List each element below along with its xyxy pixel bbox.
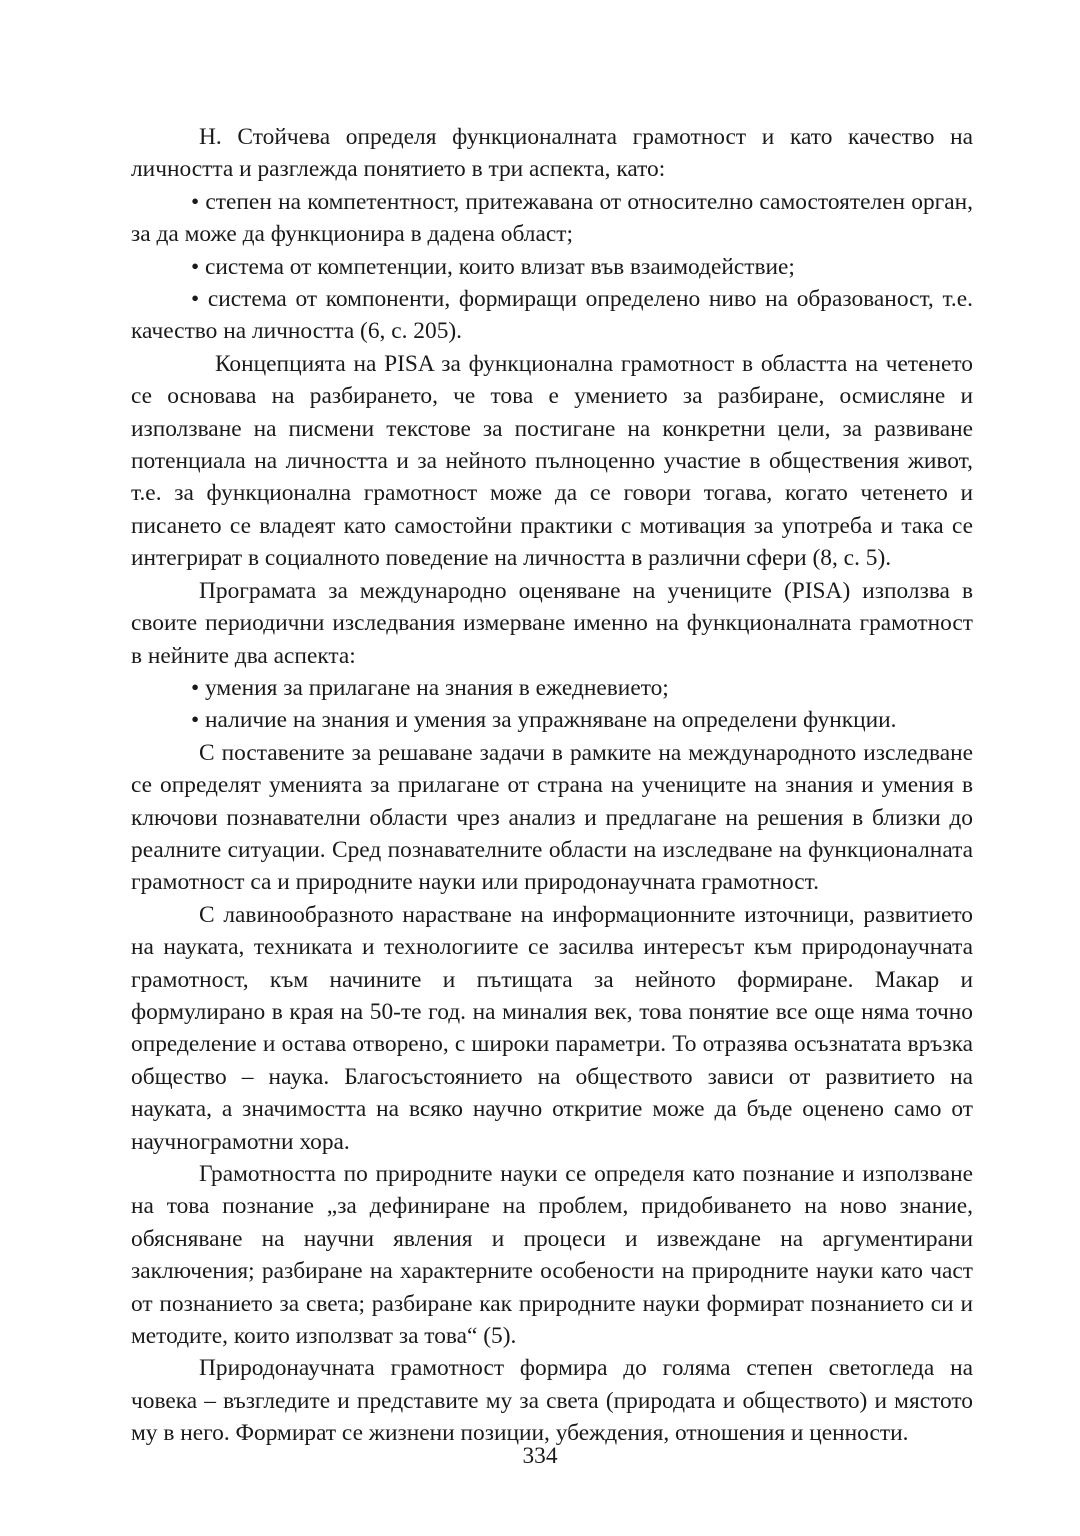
paragraph: Концепцията на PISA за функционална грамотност в областта на четенето се основава на разбирането, че това е умението за разбиране, осмисляне и използване на писмени текстове за постигане на конкретни цели, за развиване потенциала на личността и за нейното пълноценно участие в обществения живот, т.е. за функционална грамотност може да се говори тогава, когато четенето и писането се владеят като самостойни практики с мотивация за употреба и така се интегрират в социалното поведение на личността в различни сфери (8, с. 5). <box>131 350 973 572</box>
paragraph: Грамотността по природните науки се определя като познание и използване на това познание „за дефиниране на проблем, придобиването на ново знание, обясняване на научни явления и процеси и извеждане на аргументирани заключения; разбиране на характерните особености на природните науки като част от познанието за света; разбиране как природните науки формират познанието си и методите, които използват за това“ (5). <box>131 1161 973 1350</box>
paragraph: С поставените за решаване задачи в рамките на международното изследване се определят уменията за прилагане от страна на учениците на знания и умения в ключови познавателни области чрез анализ и предлагане на решения в близки до реалните ситуации. Сред познавателните области на изследване на функционалната грамотност са и природните науки или природонаучната грамотност. <box>131 739 973 896</box>
paragraph: Н. Стойчева определя функционалната грамотност и като качество на личността и разглежда понятието в три аспекта, като: <box>131 124 973 183</box>
bullet-item: • наличие на знания и умения за упражняване на определени функции. <box>191 707 897 734</box>
page-number: 334 <box>522 1443 558 1469</box>
paragraph: Програмата за международно оценяване на учениците (PISA) използва в своите периодични изследвания измерване именно на функционалната грамотност в нейните два аспекта: <box>131 577 973 669</box>
paragraph: С лавинообразното нарастване на информационните източници, развитието на науката, техниката и технологиите се засилва интересът към природонаучната грамотност, към начините и пътищата за нейното формиране. Макар и формулирано в края на 50-те год. на миналия век, това понятие все още няма точно определение и остава отворено, с широки параметри. То отразява осъзнатата връзка общество – наука. Благосъстоянието на обществото зависи от развитието на науката, а значимостта на всяко научно откритие може да бъде оценено само от научнограмотни хора. <box>131 901 973 1155</box>
paragraph: Природонаучната грамотност формира до голяма степен светогледа на човека – възгледите и представите му за света (природата и обществото) и мястото му в него. Формират се жизнени позиции, убеждения, отношения и ценности. <box>131 1355 973 1447</box>
bullet-item: • система от компоненти, формиращи определено ниво на образованост, т.е. качество на личността (6, с. 205). <box>131 286 973 345</box>
bullet-item: • умения за прилагане на знания в ежедневието; <box>191 674 669 701</box>
bullet-item: • степен на компетентност, притежавана от относително самостоятелен орган, за да може да функционира в дадена област; <box>131 188 973 248</box>
body-text <box>131 121 973 1450</box>
bullet-item: • система от компетенции, които влизат във взаимодействие; <box>191 253 795 280</box>
